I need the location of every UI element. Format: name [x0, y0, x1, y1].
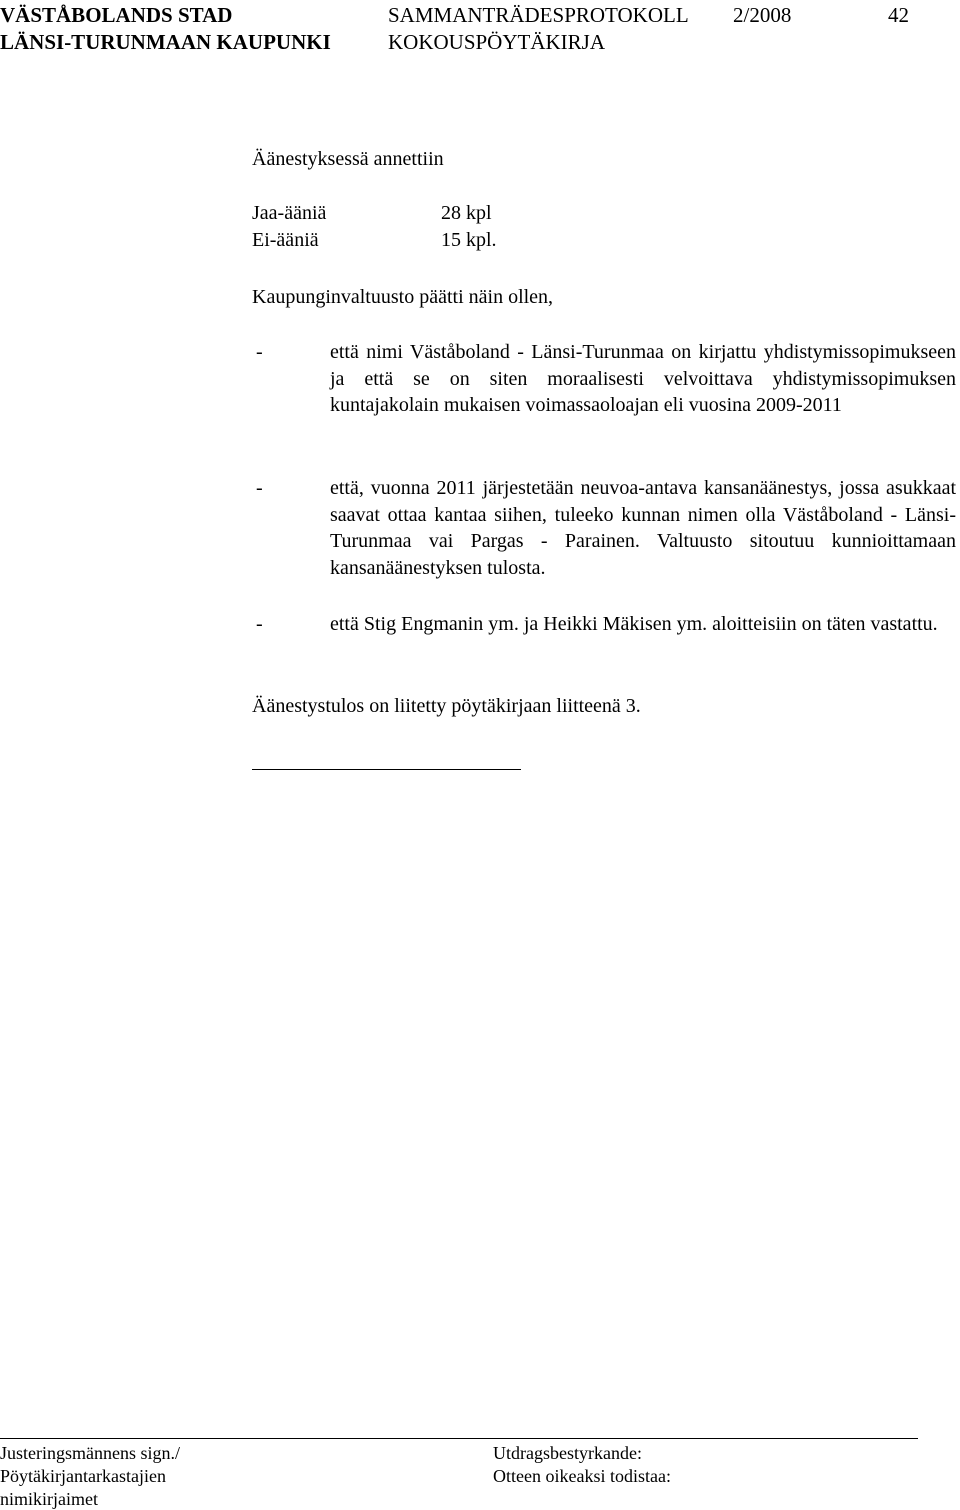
- footer-signature-label-fi: Pöytäkirjantarkastajien: [0, 1466, 166, 1486]
- decision-item-text: että Stig Engmanin ym. ja Heikki Mäkisen ym. aloitteisiin on täten vastattu.: [330, 613, 938, 635]
- issue-number: 2/2008: [733, 3, 792, 27]
- item-dash: -: [256, 613, 263, 635]
- vote-no-value: 15 kpl.: [441, 229, 497, 251]
- footer-certified-label-sv: Utdragsbestyrkande:: [493, 1443, 642, 1463]
- vote-intro: Äänestyksessä annettiin: [252, 148, 444, 170]
- decision-item: [256, 339, 956, 419]
- item-dash: -: [256, 341, 263, 363]
- vote-yes-label: Jaa-ääniä: [252, 202, 327, 224]
- decision-item: [256, 475, 956, 581]
- footer-certified-label-fi: Otteen oikeaksi todistaa:: [493, 1466, 671, 1486]
- decision-intro: Kaupunginvaltuusto päätti näin ollen,: [252, 286, 554, 308]
- item-dash: -: [256, 477, 263, 499]
- decision-item-text: että, vuonna 2011 järjestetään neuvoa-antava kansanäänestys, jossa asukkaat saavat ottaa kantaa siihen, tuleeko kunnan nimen olla Väståboland - Länsi-Turunmaa vai Pargas - Parainen. Valtuusto sitoutuu kunnioittamaan kansanäänestyksen tulosta.: [330, 477, 956, 579]
- decision-item-text: että nimi Väståboland - Länsi-Turunmaa on kirjattu yhdistymissopimukseen ja että se on siten moraalisesti velvoittava yhdistymissopimuksen kuntajakolain mukaisen voimassaoloajan eli vuosina 2009-2011: [330, 341, 956, 416]
- decision-item: [256, 611, 956, 638]
- doc-type-finnish: KOKOUSPÖYTÄKIRJA: [388, 30, 606, 54]
- footer-signature-label-sv: Justeringsmännens sign./: [0, 1443, 180, 1463]
- org-name-finnish: LÄNSI-TURUNMAAN KAUPUNKI: [0, 30, 331, 54]
- closing-note: Äänestystulos on liitetty pöytäkirjaan liitteenä 3.: [252, 695, 641, 717]
- page-number: 42: [888, 3, 909, 27]
- org-name-swedish: VÄSTÅBOLANDS STAD: [0, 3, 233, 27]
- vote-yes-value: 28 kpl: [441, 202, 492, 224]
- footer-initials-label: nimikirjaimet: [0, 1489, 98, 1509]
- separator-rule: [252, 769, 521, 770]
- vote-no-label: Ei-ääniä: [252, 229, 319, 251]
- doc-type-swedish: SAMMANTRÄDESPROTOKOLL: [388, 3, 689, 27]
- footer-rule: [0, 1438, 918, 1439]
